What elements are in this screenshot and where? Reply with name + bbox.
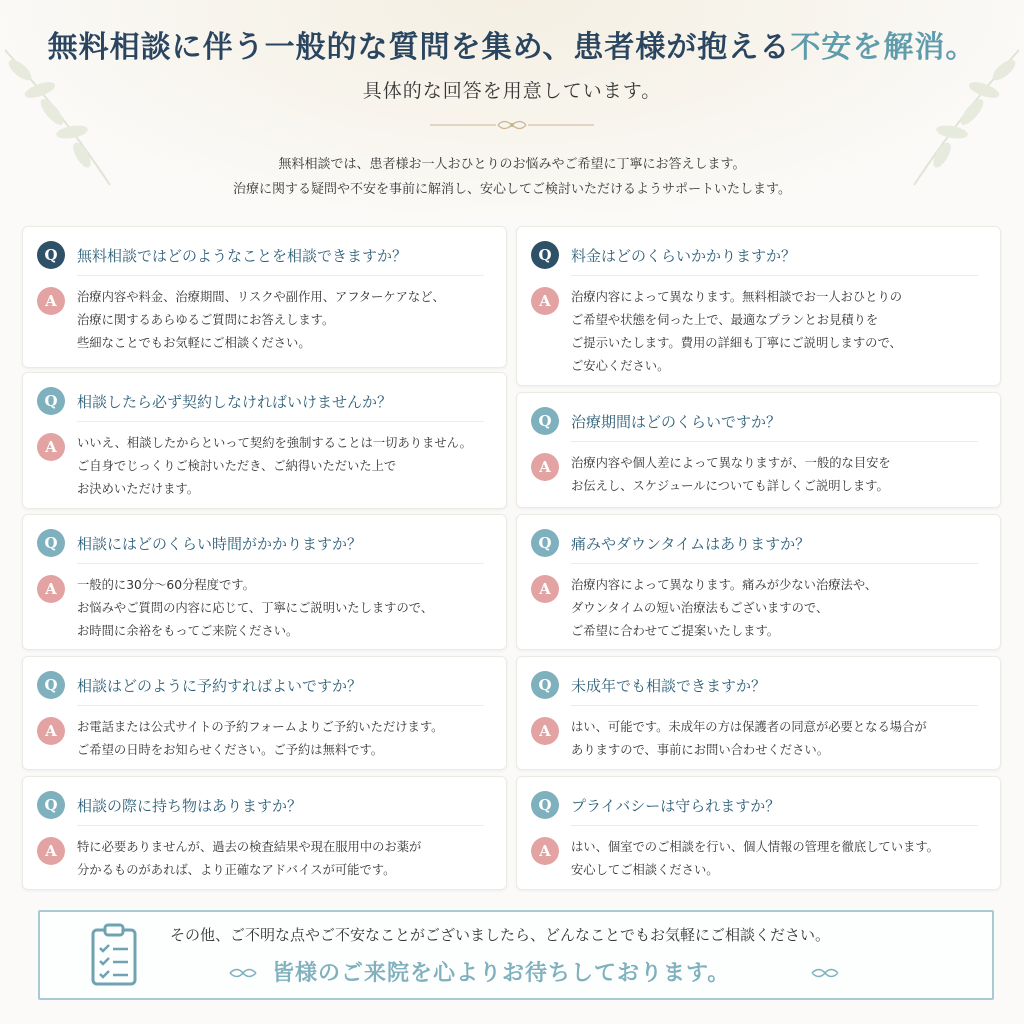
faq-card [516,514,1001,650]
faq-question: 相談したら必ず契約しなければいけませんか？ [77,392,393,411]
faq-question-row [37,791,492,819]
answer-badge-icon: A [531,287,559,315]
faq-answer-row [531,287,990,378]
question-badge-icon: Q [531,791,559,819]
question-badge-icon: Q [37,241,65,269]
page-subtitle: 具体的な回答を用意しています。 [362,80,662,102]
faq-answer-row [531,453,990,498]
faq-question: 治療期間はどのくらいですか？ [571,412,782,431]
closing-text: その他、ご不明な点やご不安なことがございましたら、どんなことでもお気軽にご相談ください。 [170,926,831,944]
faq-question: 相談はどのように予約すればよいですか？ [77,676,363,695]
faq-answer-line: お決めいただけます。 [77,482,199,496]
divider [571,441,978,442]
answer-badge-icon: A [531,453,559,481]
faq-answer-line: はい、可能です。未成年の方は保護者の同意が必要となる場合が [571,720,927,734]
divider [571,275,978,276]
page-title [0,22,1024,66]
faq-answer-line: 治療内容や料金、治療期間、リスクや副作用、アフターケアなど、 [77,290,445,304]
faq-answer-line: ご希望や状態を伺った上で、最適なプランとお見積りを [571,313,879,327]
faq-answer-row [37,575,496,643]
faq-card [22,372,507,509]
faq-answer-row [37,287,496,355]
answer-badge-icon: A [37,575,65,603]
answer-badge-icon: A [37,717,65,745]
divider [77,421,484,422]
faq-answer-line: 治療内容や個人差によって異なりますが、一般的な目安を [571,456,891,470]
faq-question: 痛みやダウンタイムはありますか？ [571,534,811,553]
question-badge-icon: Q [531,529,559,557]
faq-question-row [37,671,492,699]
faq-card [22,656,507,770]
faq-answer [77,716,443,762]
faq-answer-line: 安心してご相談ください。 [571,863,719,877]
faq-question-row [37,241,492,269]
ornament-divider-icon [430,118,594,132]
faq-card [516,392,1001,508]
faq-answer [77,574,433,643]
faq-answer-line: 一般的に30分～60分程度です。 [77,578,255,592]
faq-answer [571,452,891,498]
faq-answer-line: ご希望に合わせてご提案いたします。 [571,624,780,638]
faq-answer [571,716,927,762]
question-badge-icon: Q [37,529,65,557]
faq-card [516,226,1001,386]
ornament-right-icon [810,966,840,980]
faq-answer [571,286,902,378]
faq-question: 相談にはどのくらい時間がかかりますか？ [77,534,363,553]
clipboard-checklist-icon [90,922,138,988]
question-badge-icon: Q [531,241,559,269]
faq-answer-line: お悩みやご質問の内容に応じて、丁寧にご説明いたしますので、 [77,601,434,615]
faq-question-row [37,387,492,415]
faq-question-row [37,529,492,557]
intro-line: 治療に関する疑問や不安を事前に解消し、安心してご検討いただけるようサポートいたします。 [233,182,791,197]
page-title-accent: 不安を解消。 [790,30,977,65]
faq-answer-row [37,433,496,501]
divider [77,563,484,564]
faq-card [516,776,1001,890]
faq-question: 無料相談ではどのようなことを相談できますか？ [77,246,408,265]
faq-question: 未成年でも相談できますか？ [571,676,767,695]
faq-question: 相談の際に持ち物はありますか？ [77,796,303,815]
faq-answer-row [37,837,496,882]
page-title-main: 無料相談に伴う一般的な質問を集め、患者様が抱える [47,30,791,65]
intro-line: 無料相談では、患者様お一人おひとりのお悩みやご希望に丁寧にお答えします。 [278,157,746,172]
faq-answer-row [531,575,990,643]
faq-answer [77,286,445,355]
faq-answer-line: ご自身でじっくりご検討いただき、ご納得いただいた上で [77,459,397,473]
answer-badge-icon: A [37,837,65,865]
answer-badge-icon: A [37,433,65,461]
faq-answer [571,574,877,643]
faq-answer-line: お時間に余裕をもってご来院ください。 [77,624,299,638]
divider [571,563,978,564]
faq-card [22,776,507,890]
faq-answer-line: ご希望の日時をお知らせください。ご予約は無料です。 [77,743,384,757]
question-badge-icon: Q [37,791,65,819]
faq-card [22,514,507,650]
faq-answer-line: ご安心ください。 [571,359,670,373]
faq-answer-line: お電話または公式サイトの予約フォームよりご予約いただけます。 [77,720,444,734]
faq-answer-line: 些細なことでもお気軽にご相談ください。 [77,336,311,350]
faq-card [22,226,507,368]
faq-answer [77,432,472,501]
faq-question: プライバシーは守られますか？ [571,796,781,815]
faq-answer-row [531,837,990,882]
answer-badge-icon: A [531,717,559,745]
divider [77,705,484,706]
question-badge-icon: Q [531,407,559,435]
faq-question: 料金はどのくらいかかりますか？ [571,246,797,265]
faq-answer-line: 分かるものがあれば、より正確なアドバイスが可能です。 [77,863,396,877]
divider [77,275,484,276]
closing-message-box [38,910,994,1000]
faq-answer-line: 治療に関するあらゆるご質問にお答えします。 [77,313,335,327]
divider [571,705,978,706]
faq-answer-row [37,717,496,762]
answer-badge-icon: A [37,287,65,315]
faq-question-row [531,529,986,557]
faq-answer [77,836,421,882]
faq-answer-line: 治療内容によって異なります。無料相談でお一人おひとりの [571,290,903,304]
answer-badge-icon: A [531,837,559,865]
faq-question-row [531,671,986,699]
faq-answer-line: ダウンタイムの短い治療法もございますので、 [571,601,829,615]
faq-question-row [531,241,986,269]
faq-card [516,656,1001,770]
divider [77,825,484,826]
faq-answer-line: ありますので、事前にお問い合わせください。 [571,743,829,757]
faq-answer-line: はい、個室でのご相談を行い、個人情報の管理を徹底しています。 [571,840,939,854]
ornament-left-icon [228,966,258,980]
intro-text [0,152,1024,202]
faq-answer-line: 特に必要ありませんが、過去の検査結果や現在服用中のお薬が [77,840,422,854]
faq-answer-line: 治療内容によって異なります。痛みが少ない治療法や、 [571,578,878,592]
faq-answer [571,836,939,882]
faq-answer-line: いいえ、相談したからといって契約を強制することは一切ありません。 [77,436,472,450]
faq-question-row [531,407,986,435]
divider [571,825,978,826]
faq-answer-line: お伝えし、スケジュールについても詳しくご説明します。 [571,479,889,493]
question-badge-icon: Q [531,671,559,699]
question-badge-icon: Q [37,671,65,699]
faq-answer-line: ご提示いたします。費用の詳細も丁寧にご説明しますので、 [571,336,902,350]
faq-answer-row [531,717,990,762]
faq-question-row [531,791,986,819]
welcome-message: 皆様のご来院を心よりお待ちしております。 [272,960,731,986]
question-badge-icon: Q [37,387,65,415]
answer-badge-icon: A [531,575,559,603]
